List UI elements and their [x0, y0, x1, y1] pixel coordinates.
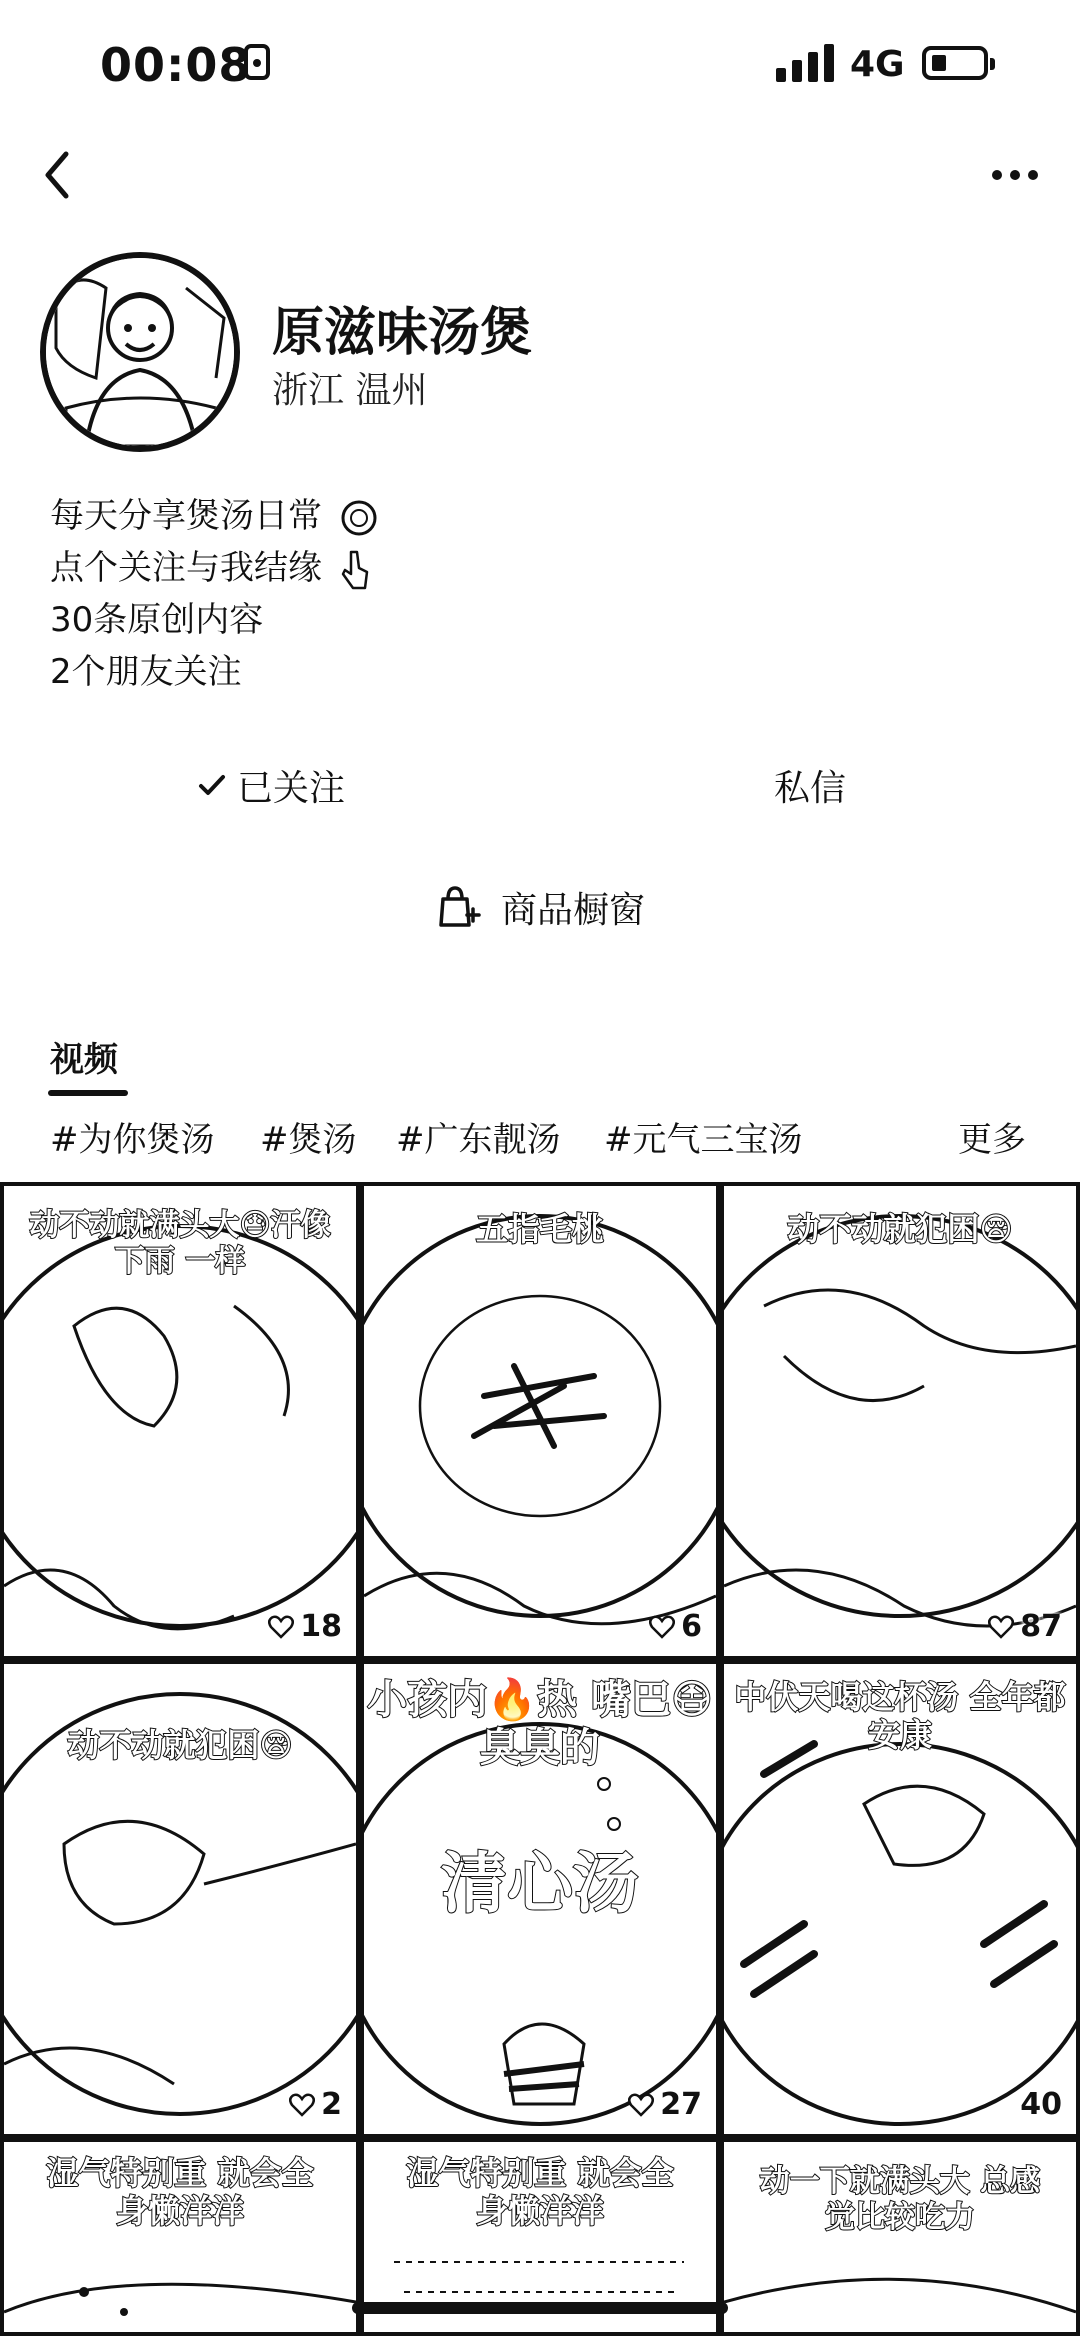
- status-bar: [0, 0, 1080, 130]
- video-caption: 动不动就犯困😪: [67, 1726, 293, 1764]
- network-type: 4G: [850, 44, 905, 85]
- follow-label: 已关注: [236, 767, 345, 809]
- video-caption: 中伏天喝这杯汤 全年都安康: [734, 1678, 1066, 1755]
- tag-chip[interactable]: #广东靓汤: [396, 1120, 561, 1160]
- avatar-image: [46, 258, 234, 446]
- video-title-overlay: 清心汤: [441, 1845, 639, 1922]
- bio-line: 30条原创内容: [50, 600, 264, 640]
- tab-videos[interactable]: 视频: [50, 1040, 118, 1080]
- like-count: [268, 1609, 342, 1644]
- tag-chip[interactable]: #煲汤: [260, 1120, 357, 1160]
- tag-chip[interactable]: #元气三宝汤: [604, 1120, 803, 1160]
- video-caption: 小孩内🔥热 嘴巴😷臭臭的: [367, 1677, 713, 1771]
- bio-text: 每天分享煲汤日常: [50, 496, 322, 536]
- orientation-lock-icon: [244, 44, 270, 80]
- profile-name: 原滋味汤煲: [272, 303, 533, 363]
- like-count-value: 2: [321, 2087, 342, 2122]
- tab-indicator: [48, 1090, 128, 1096]
- video-thumbnail[interactable]: [0, 1182, 360, 1660]
- heart-icon: [988, 1615, 1014, 1639]
- like-count-value: 27: [660, 2087, 702, 2122]
- video-caption: 动不动就满头大😓汗像下雨 一样: [29, 1208, 331, 1279]
- message-label: 私信: [773, 767, 846, 809]
- heart-icon: [649, 1615, 675, 1639]
- video-caption: 动一下就满头大 总感觉比较吃力: [759, 2164, 1041, 2235]
- heart-icon: [628, 2093, 654, 2117]
- like-count: [988, 1609, 1062, 1644]
- bio-line[interactable]: 2个朋友关注: [50, 652, 242, 692]
- video-caption: 动不动就犯困😪: [787, 1210, 1013, 1248]
- shop-label: 商品橱窗: [500, 889, 645, 931]
- check-icon: [195, 768, 229, 802]
- chevron-left-icon: [30, 140, 90, 210]
- back-button[interactable]: [30, 140, 90, 210]
- message-button[interactable]: [540, 750, 1080, 820]
- like-count: [628, 2087, 702, 2122]
- more-tags-button[interactable]: 更多: [958, 1120, 1026, 1160]
- tag-bar: [0, 1112, 1080, 1164]
- status-time: 00:08: [100, 38, 252, 92]
- heart-icon: [268, 1615, 294, 1639]
- video-thumbnail[interactable]: [720, 2138, 1080, 2336]
- video-thumbnail[interactable]: [720, 1182, 1080, 1660]
- like-count: [1020, 2087, 1062, 2122]
- follow-button[interactable]: [0, 750, 540, 820]
- profile-location: 浙江 温州: [272, 370, 428, 411]
- bio-line: [50, 490, 379, 542]
- shopping-bag-icon: [435, 883, 483, 931]
- bio-text: 点个关注与我结缘: [50, 548, 322, 588]
- video-grid: [0, 1182, 1080, 2336]
- video-caption: 湿气特别重 就会全身懒洋洋: [46, 2154, 314, 2231]
- video-thumbnail[interactable]: [0, 2138, 360, 2336]
- like-count-value: 6: [681, 1609, 702, 1644]
- heart-icon: [289, 2093, 315, 2117]
- like-count-value: 18: [300, 1609, 342, 1644]
- bowl-emoji-icon: [339, 498, 379, 538]
- more-dots-icon: [985, 150, 1045, 200]
- like-count: [649, 1609, 702, 1644]
- video-thumbnail[interactable]: [360, 1660, 720, 2138]
- video-thumbnail[interactable]: [0, 1660, 360, 2138]
- video-caption: 五指毛桃: [475, 1210, 604, 1248]
- like-count-value: 40: [1020, 2087, 1062, 2122]
- bio-line: [50, 542, 373, 594]
- battery-icon: [922, 46, 988, 80]
- like-count: [289, 2087, 342, 2122]
- video-thumbnail[interactable]: [360, 1182, 720, 1660]
- tag-chip[interactable]: #为你煲汤: [50, 1120, 215, 1160]
- pointing-down-icon: [339, 548, 373, 592]
- home-indicator[interactable]: [352, 2302, 728, 2314]
- signal-icon: [776, 44, 834, 82]
- more-button[interactable]: [985, 150, 1045, 200]
- video-thumbnail[interactable]: [720, 1660, 1080, 2138]
- avatar[interactable]: [40, 252, 240, 452]
- like-count-value: 87: [1020, 1609, 1062, 1644]
- action-row: [0, 750, 1080, 820]
- shop-window-button[interactable]: [0, 872, 1080, 942]
- video-caption: 湿气特别重 就会全身懒洋洋: [406, 2154, 674, 2231]
- thumbnail-art: [364, 1186, 716, 1656]
- thumbnail-art: [724, 1186, 1076, 1656]
